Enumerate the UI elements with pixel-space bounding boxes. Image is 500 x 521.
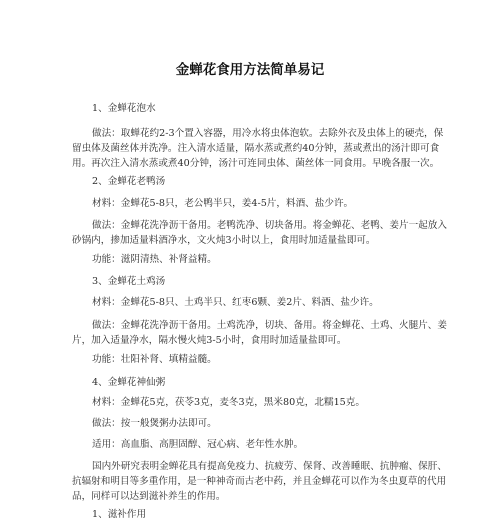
section-heading-3: 3、金蝉花土鸡汤 — [92, 276, 166, 287]
paragraph-line: 砂锅内，掺加适量料酒净水，文火炖3小时以上，食用时加适量盐即可。 — [72, 235, 376, 246]
document-title: 金蝉花食用方法简单易记 — [175, 62, 325, 78]
paragraph-line: 功能：滋阴清热、补肾益精。 — [92, 254, 217, 265]
section-heading-2: 2、金蝉花老鸭汤 — [92, 176, 166, 187]
section-heading-5: 1、滋补作用 — [92, 509, 147, 520]
paragraph-line: 材料：金蝉花5-8只，老公鸭半只，姜4-5片，料酒、盐少许。 — [92, 198, 354, 209]
section-heading-1: 1、金蝉花泡水 — [92, 103, 156, 114]
paragraph-line: 材料：金蝉花5克，茯苓3克，麦冬3克，黑米80克，北糯15克。 — [92, 397, 365, 408]
paragraph-line: 做法：金蝉花洗净沥干备用。土鸡洗净，切块、备用。将金蝉花、土鸡、火腿片、姜 — [92, 320, 447, 331]
paragraph-line: 适用：高血脂、高胆固醇、冠心病、老年性水肿。 — [92, 439, 304, 450]
paragraph-line: 功能：壮阳补肾、填精益髓。 — [92, 354, 217, 365]
paragraph-line: 做法：金蝉花洗净沥干备用。老鸭洗净、切块备用。将金蝉花、老鸭、姜片一起放入 — [92, 220, 447, 231]
paragraph-line: 国内外研究表明金蝉花具有提高免疫力、抗疲劳、保肾、改善睡眠、抗肿瘤、保肝、 — [92, 461, 447, 472]
paragraph-line: 做法：取蝉花约2-3个置入容器，用冷水将虫体泡软。去除外衣及虫体上的硬壳，保 — [92, 128, 444, 139]
paragraph-line: 片，加入适量净水，隔水慢火炖3-5小时，食用时加适量盐即可。 — [72, 335, 347, 346]
paragraph-line: 抗辐射和明目等多重作用，是一种神奇而古老中药，并且金蝉花可以作为冬虫夏草的代用 — [72, 476, 447, 487]
section-heading-4: 4、金蝉花神仙粥 — [92, 377, 166, 388]
paragraph-line: 留虫体及菌丝体并洗净。注入清水适量，隔水蒸或煮约40分钟，蒸或煮出的汤汁即可食 — [72, 143, 440, 154]
paragraph-line: 用。再次注入清水蒸或煮40分钟，汤汁可连同虫体、菌丝体一同食用。早晚各服一次。 — [72, 158, 440, 169]
paragraph-line: 做法：按一般煲粥办法即可。 — [92, 418, 217, 429]
paragraph-line: 品，同样可以达到滋补养生的作用。 — [72, 491, 226, 502]
paragraph-line: 材料：金蝉花5-8只、土鸡半只、红枣6颗、姜2片、料酒、盐少许。 — [92, 297, 379, 308]
